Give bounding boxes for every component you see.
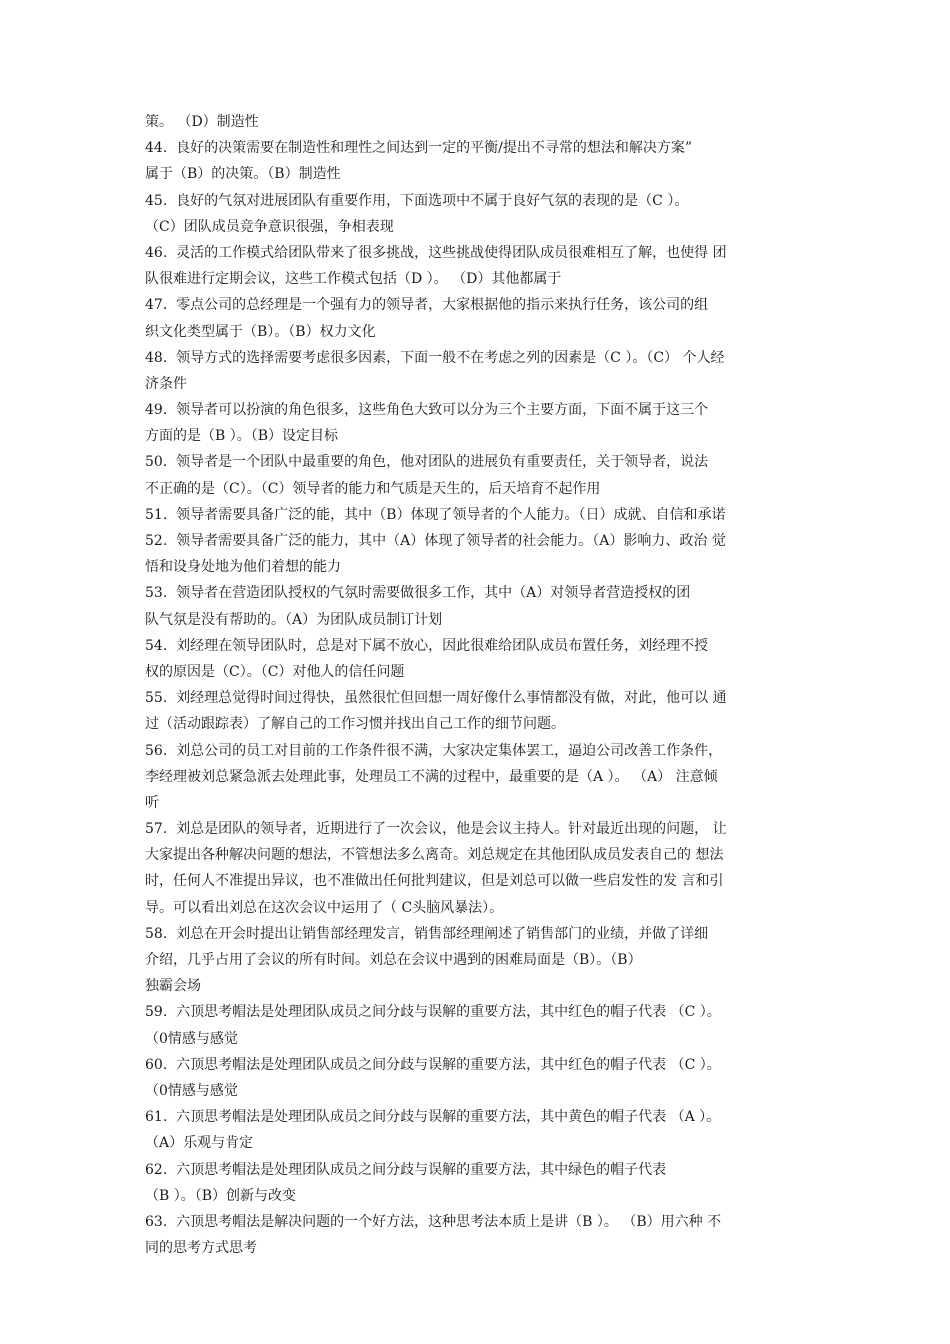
text-line: 48. 领导方式的选择需要考虑很多因素，下面一般不在考虑之列的因素是（C ）。（C） 个人经 <box>145 349 725 366</box>
text-line: 55. 刘经理总觉得时间过得快，虽然很忙但回想一周好像什么事情都没有做，对此，他可以 通 <box>145 690 727 707</box>
text-line: 47. 零点公司的总经理是一个强有力的领导者，大家根据他的指示来执行任务，该公司的组 <box>145 297 709 314</box>
text-line: 44. 良好的决策需要在制造性和理性之间达到一定的平衡/提出不寻常的想法和解决方案” <box>145 140 693 157</box>
text-line: （0情感与感觉 <box>145 1030 238 1047</box>
text-line: 济条件 <box>145 375 187 392</box>
text-line: 介绍，几乎占用了会议的所有时间。刘总在会议中遇到的困难局面是（B）。（B） <box>145 952 642 968</box>
text-line: 同的思考方式思考 <box>145 1240 257 1257</box>
text-line: 权的原因是（C）。（C）对他人的信任问题 <box>145 663 405 680</box>
text-line: 属于（B）的决策。（B）制造性 <box>145 166 341 183</box>
text-line: 54. 刘经理在领导团队时，总是对下属不放心，因此很难给团队成员布置任务，刘经理不授 <box>145 637 709 654</box>
text-line: 过（活动跟踪表）了解自己的工作习惯并找出自己工作的细节问题。 <box>145 716 565 733</box>
text-line: 63. 六顶思考帽法是解决问题的一个好方法，这种思考法本质上是讲（B ）。 （B）用六种 不 <box>145 1213 722 1230</box>
text-line: 56. 刘总公司的员工对目前的工作条件很不满，大家决定集体罢工，逼迫公司改善工作条件， <box>145 742 723 759</box>
text-line: （B ）。（B）创新与改变 <box>145 1187 297 1204</box>
text-line: 60. 六顶思考帽法是处理团队成员之间分歧与误解的重要方法，其中红色的帽子代表 （C ）。 <box>145 1056 721 1073</box>
text-line: 李经理被刘总紧急派去处理此事，处理员工不满的过程中，最重要的是（A ）。 （A） 注意倾 <box>145 768 718 785</box>
text-line: 独霸会场 <box>145 978 201 995</box>
text-line: 53. 领导者在营造团队授权的气氛时需要做很多工作，其中（A）对领导者营造授权的团 <box>145 585 691 602</box>
text-line: 49. 领导者可以扮演的角色很多，这些角色大致可以分为三个主要方面，下面不属于这三个 <box>145 402 709 419</box>
text-line: 织文化类型属于（B）。（B）权力文化 <box>145 323 376 340</box>
text-line: 悟和设身处地为他们着想的能力 <box>145 559 341 576</box>
text-line: 策。 （D）制造性 <box>145 114 259 130</box>
text-line: 大家提出各种解决问题的想法，不管想法多么离奇。刘总规定在其他团队成员发表自己的 想法 <box>145 847 724 864</box>
text-line: 46. 灵活的工作模式给团队带来了很多挑战，这些挑战使得团队成员很难相互了解，也使得 团 <box>145 244 727 261</box>
text-line: 队气氛是没有帮助的。（A）为团队成员制订计划 <box>145 611 443 628</box>
text-line: 导。可以看出刘总在这次会议中运用了（ C头脑风暴法）。 <box>145 899 504 916</box>
text-line: 51. 领导者需要具备广泛的能，其中（B）体现了领导者的个人能力。（日）成就、自信和承诺 <box>145 506 726 523</box>
text-line: 不正确的是（C）。（C）领导者的能力和气质是天生的，后天培育不起作用 <box>145 480 601 497</box>
text-line: （A）乐观与肯定 <box>145 1135 254 1152</box>
text-line: 58. 刘总在开会时提出让销售部经理发言，销售部经理阐述了销售部门的业绩，并做了详细 <box>145 925 709 942</box>
text-line: 听 <box>145 794 159 811</box>
document-body <box>145 109 820 1261</box>
text-line: 50. 领导者是一个团队中最重要的角色，他对团队的进展负有重要责任，关于领导者，说法 <box>145 454 709 471</box>
text-line: 时，任何人不准提出异议，也不准做出任何批判建议，但是刘总可以做一些启发性的发 言和引 <box>145 873 724 890</box>
text-line: 队很难进行定期会议，这些工作模式包括（D ）。 （D）其他都属于 <box>145 271 562 288</box>
text-line: 61. 六顶思考帽法是处理团队成员之间分歧与误解的重要方法，其中黄色的帽子代表 （A ）。 <box>145 1109 721 1126</box>
text-line: 方面的是（B ）。（B）设定目标 <box>145 428 339 445</box>
text-line: （0情感与感觉 <box>145 1082 238 1099</box>
text-line: 52. 领导者需要具备广泛的能力，其中（A）体现了领导者的社会能力。（A）影响力、政治 觉 <box>145 533 726 549</box>
text-line: 57. 刘总是团队的领导者，近期进行了一次会议，他是会议主持人。针对最近出现的问题， 让 <box>145 821 727 838</box>
text-line: 62. 六顶思考帽法是处理团队成员之间分歧与误解的重要方法，其中绿色的帽子代表 <box>145 1161 667 1178</box>
text-line: 45. 良好的气氛对进展团队有重要作用，下面选项中不属于良好气氛的表现的是（C ）。 <box>145 192 689 209</box>
text-line: 59. 六顶思考帽法是处理团队成员之间分歧与误解的重要方法，其中红色的帽子代表 （C ）。 <box>145 1004 721 1021</box>
text-line: （C）团队成员竞争意识很强，争相表现 <box>145 218 394 235</box>
